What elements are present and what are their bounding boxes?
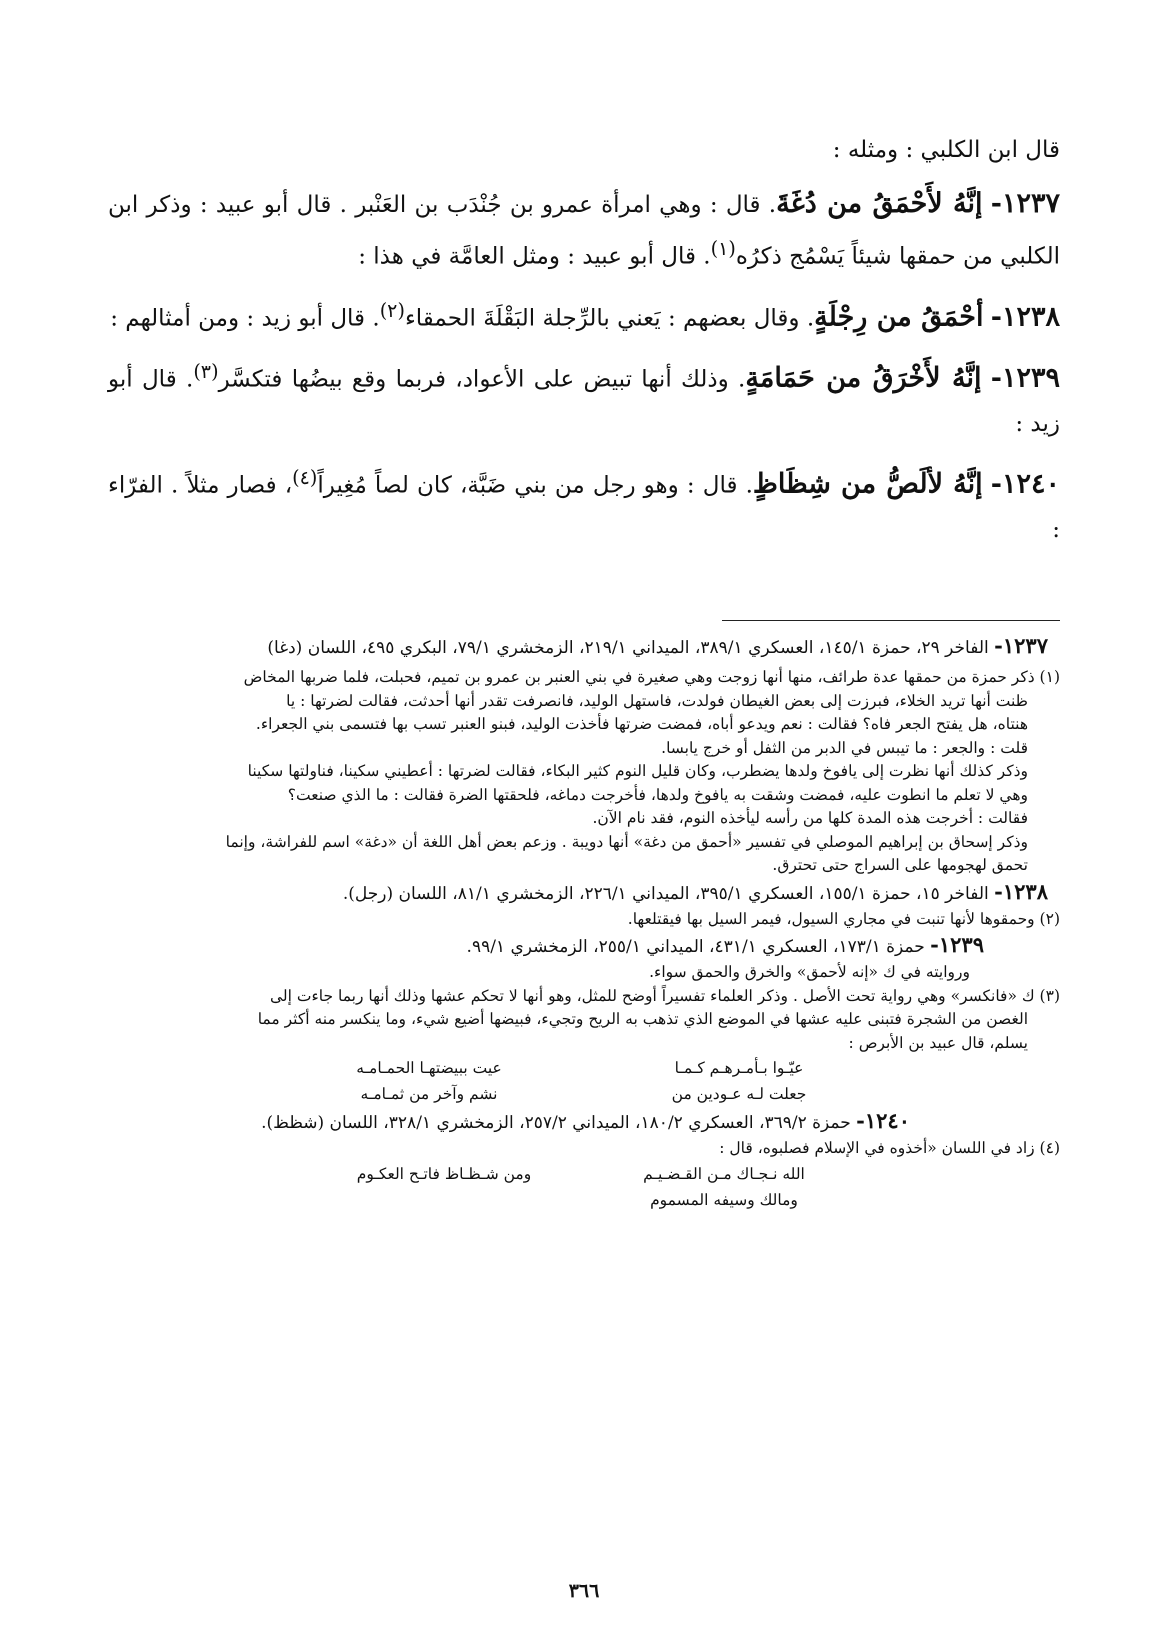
intro-line (108, 128, 1060, 172)
reference-text: حمزة ١٧٣/١، العسكري ٤٣١/١، الميداني ٢٥٥/١، الزمخشري ٩٩/١. (466, 937, 925, 957)
reference-text: الفاخر ١٥، حمزة ١٥٥/١، العسكري ٣٩٥/١، الميداني ٢٢٦/١، الزمخشري ٨١/١، اللسان (رجل). (342, 883, 989, 904)
footnote-4 (108, 1137, 1060, 1213)
reference-1239 (108, 931, 1060, 961)
reference-1238 (108, 878, 1060, 908)
verse-hemistich: جعلت لـه عـودين من (671, 1085, 807, 1103)
reference-text: (دغا) (267, 638, 303, 658)
entry-text: . وذلك أنها تبيض على الأعواد، فربما وقع بيضُها فتكسَّر (218, 366, 746, 393)
entry-text: . قال أبو زيد : (246, 305, 380, 332)
footnote-line: تحمق لهجومها على السراج حتى تحترق. (772, 856, 1028, 874)
page-number: ٣٦٦ (568, 1580, 600, 1602)
footnote-line: (٣) ك «فانكسر» وهي رواية تحت الأصل . وذكر العلماء تفسيراً أوضح للمثل، وهو أنها لا تحكم عشها وذلك أنها ربما جاءت إلى (270, 986, 1060, 1005)
reference-note: وروايته في ك «إنه لأحمق» والخرق والحمق سواء. (649, 963, 970, 981)
entry-text: . قال أبو عبيد : ومثل العامَّة في هذا : (358, 243, 711, 270)
footnote-2: (٢) وحمقوها لأنها تنبت في مجاري السيول، فيمر السيل بها فيقتلعها. (627, 909, 1060, 928)
reference-1240 (108, 1107, 1060, 1137)
footnote-line: فقالت : أخرجت هذه المدة كلها من رأسه ليأخذه النوم، فقد نام الآن. (592, 809, 1028, 827)
poem-verse (108, 1187, 1060, 1213)
entry-text: ، فصار مثلاً . الفرّاء : (108, 472, 1060, 543)
footnote-line: وذكر كذلك أنها نظرت إلى يافوخ ولدها يضطرب، وكان قليل النوم كثير البكاء، فقالت لضرتها : أعطيني سكينا، فناولتها سكينا (247, 762, 1028, 780)
footnote-marker: (٣) (193, 360, 219, 384)
poem-verse (108, 1055, 1060, 1081)
footnote-marker: (٢) (379, 298, 405, 322)
entry-1239 (108, 350, 1060, 446)
reference-number: ١٢٣٧- (994, 633, 1048, 658)
entry-text: ومن أمثالهم : (110, 305, 240, 332)
entry-1240 (108, 456, 1060, 552)
reference-text: الفاخر ٢٩، حمزة ١٤٥/١، العسكري ٣٨٩/١، الميداني ٢١٩/١، الزمخشري ٧٩/١، البكري ٤٩٥، اللسان (307, 638, 989, 658)
entry-text: وذكر ابن الكلبي من حمقها شيئاً يَسْمُج ذكرُه (108, 192, 1060, 270)
poem-verse (108, 1081, 1060, 1107)
verse-hemistich: نشم وآخر من ثمـامـه (360, 1085, 498, 1103)
footnote-marker: (١) (710, 237, 736, 260)
entry-number: ١٢٤٠- (990, 468, 1060, 500)
footnote-marker: (٤) (292, 465, 318, 489)
verse-hemistich: عيّـوا بـأمـرهـم كـمـا (674, 1059, 804, 1077)
intro-text: قال ابن الكلبي : ومثله : (832, 137, 1060, 163)
footnote-divider (722, 620, 1060, 621)
footnote-line: يسلم، قال عبيد بن الأبرص : (848, 1033, 1028, 1052)
reference-number: ١٢٣٨- (994, 878, 1048, 904)
footnote-line: (١) ذكر حمزة من حمقها عدة طرائف، منها أنها زوجت وهي صغيرة في بني العنبر بن عمرو بن تميم، فحبلت، فلما ضربها المخاض (243, 668, 1060, 686)
proverb: إنَّهُ لألَصُّ من شِظَاظٍ (752, 468, 983, 500)
entry-number: ١٢٣٧- (990, 188, 1061, 219)
reference-text: حمزة ٣٦٩/٢، العسكري ١٨٠/٢، الميداني ٢٥٧/٢، الزمخشري ٣٢٨/١، اللسان (شظظ). (261, 1113, 851, 1133)
footnote-line: هنتاه، هل يفتح الجعر فاه؟ فقالت : نعم ويدعو أباه، فمضت ضرتها فأخذت الوليد، فبنو العنبر تسب بها فتسمى بني الجعراء. (255, 715, 1028, 733)
verse-hemistich: عيت ببيضتهـا الحمـامـه (356, 1059, 502, 1077)
entry-number: ١٢٣٨- (990, 301, 1060, 333)
proverb: أحْمَقُ من رِجْلَةٍ (814, 301, 984, 333)
main-text (108, 128, 1060, 552)
reference-number: ١٢٤٠- (856, 1108, 910, 1133)
entry-number: ١٢٣٩- (990, 362, 1061, 394)
entry-text: . قال أبو زيد : (108, 366, 1060, 437)
verse-hemistich: ومالك وسيفه المسموم (650, 1190, 798, 1209)
proverb: إنَّهُ لأَخْرَقُ من حَمَامَةٍ (745, 362, 982, 394)
footnote-1 (108, 666, 1060, 878)
verse-hemistich: الله نـجـاك مـن القـضـيـم (643, 1164, 805, 1183)
footnote-line: ظنت أنها تريد الخلاء، فبرزت إلى بعض الغيطان فولدت، فاستهل الوليد، فانصرفت تقدر أنها أحدثت، فقالت لضرتها : يا (286, 691, 1028, 710)
footnote-line: وذكر إسحاق بن إبراهيم الموصلي في تفسير «أحمق من دغة» أنها دويبة . وزعم بعض أهل اللغة أن «دغة» اسم للفراشة، وإنما (225, 832, 1028, 851)
proverb: إنَّهُ لأَحْمَقُ من دُغَةَ (776, 188, 983, 219)
reference-number: ١٢٣٩- (930, 932, 984, 957)
entry-text: . وقال بعضهم : يَعني بالرِّجلة البَقْلَةَ الحمقاء (404, 305, 815, 332)
footnotes (108, 632, 1060, 1213)
entry-1238 (108, 289, 1060, 341)
footnote-3 (108, 985, 1060, 1108)
entry-text: . قال : وهو رجل من بني ضَبَّة، كان لصاً مُغِيراً (317, 472, 753, 499)
entry-text: . قال : وهي امرأة عمرو بن جُنْدَب بن العَنْبر . قال أبو عبيد : (199, 192, 777, 218)
footnote-line: الغصن من الشجرة فتبنى عليه عشها في الموضع الذي تذهب به الريح وتجيء، فبيضها أضيع شيء، وما ينكسر منه أكثر مما (257, 1010, 1028, 1028)
footnote-line: (٤) زاد في اللسان «أخذوه في الإسلام فصلبوه، قال : (719, 1139, 1060, 1157)
entry-1237 (108, 182, 1060, 279)
footnote-line: قلت : والجعر : ما تيبس في الدبر من الثفل أو خرج يابسا. (661, 738, 1028, 757)
verse-hemistich: ومن شـظـاظ فاتـح العكـوم (356, 1164, 532, 1183)
footnote-line: وهي لا تعلم ما انطوت عليه، فمضت وشقت به يافوخ ولدها، فأخرجت دماغه، فلحقتها الضرة فقالت : ما الذي صنعت؟ (287, 785, 1028, 804)
poem-verse (108, 1161, 1060, 1187)
reference-1237 (108, 632, 1060, 662)
